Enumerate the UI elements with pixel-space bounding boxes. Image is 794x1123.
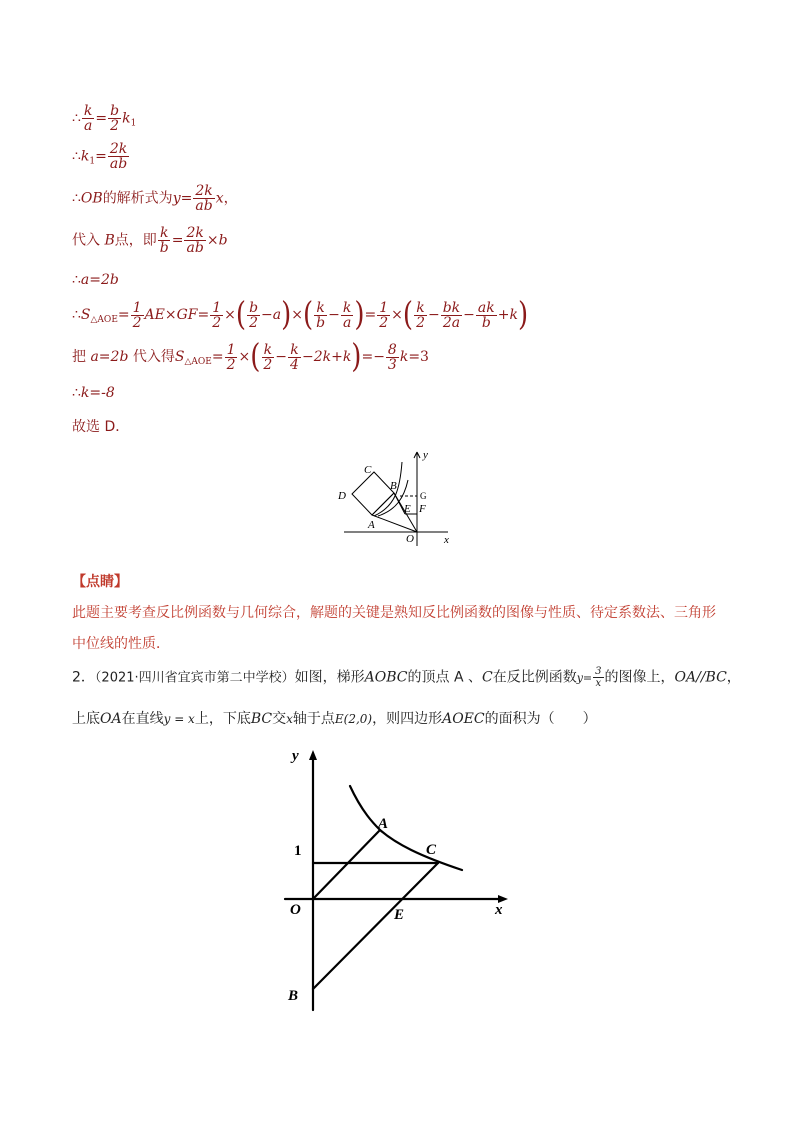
notes-tag: 【点睛】 (72, 574, 128, 590)
fig1-label-y: y (423, 449, 428, 461)
problem-2-line-1: 2．（2021·四川省宜宾市第二中学校）如图，梯形AOBC的顶点 A 、C在反比例函数y= $\frac{3}{x}$ 的图像上，OA//BC， (72, 666, 741, 689)
notes-line-2: 中位线的性质． (72, 636, 170, 652)
fig1-label-O: O (406, 533, 414, 545)
fig1-label-C: C (364, 464, 372, 476)
fig2-label-1: 1 (294, 843, 302, 859)
fig1-label-x: x (444, 534, 449, 546)
solution-line-3: ∴OB的解析式为y= $\frac{2k}{ab}$ x， (72, 183, 238, 214)
fig2-hyperbola (350, 786, 462, 870)
fig2-OA (313, 830, 380, 899)
figure-2-diagram (280, 742, 520, 1014)
fig1-square (352, 472, 394, 515)
solution-line-5: ∴a=2b (72, 272, 119, 288)
fig1-label-D: D (338, 490, 346, 502)
fig1-label-E: E (404, 503, 411, 515)
solution-line-4: 代入 B点，即 $\frac{k}{b}$ = $\frac{2k}{ab}$ ×b (72, 225, 228, 256)
notes-line-1: 此题主要考查反比例函数与几何综合，解题的关键是熟知反比例函数的图像与性质、待定系数法、三角形 (72, 605, 716, 621)
solution-line-6: $\therefore S_{\triangle AOE}=$ $\frac{1}{2}$ AE×GF= $\frac{1}{2}$ ×( $\frac{b}{2}$ −a)×( $\frac{k}{b}$ − $\frac{k}{a}$ )= $\frac{1}{2}$ ×( $\frac{k}{2}$ − $\frac{bk}{2a}$ − $\frac{ak}{b}$ +k) (72, 296, 529, 334)
fig2-label-x: x (495, 902, 503, 918)
fig1-label-A: A (368, 519, 375, 531)
fig2-label-y: y (292, 748, 299, 764)
fig2-label-E: E (394, 907, 405, 923)
solution-line-8: ∴k=-8 (72, 385, 115, 401)
fig1-label-F: F (419, 503, 426, 515)
fig1-label-G: G (420, 491, 427, 501)
fig1-curve (374, 462, 402, 516)
solution-line-2: $\therefore k_1=$ $\frac{2k}{ab}$ (72, 141, 128, 172)
fig2-BC (313, 863, 438, 989)
solution-conclusion: 故选 D． (72, 419, 130, 435)
solution-line-7: 把 a=2b 代入得$S_{\triangle AOE}=$ $\frac{1}{2}$ ×( $\frac{k}{2}$ − $\frac{k}{4}$ −2k+k)=− $\frac{8}{3}$ k=3 (72, 338, 429, 376)
solution-line-1: ∴ $\frac{k}{a}$ = $\frac{b}{2}$ $k_1$ (72, 103, 137, 134)
fig2-label-B: B (288, 988, 299, 1004)
fig2-label-C: C (426, 842, 437, 858)
fig2-label-A: A (378, 816, 389, 832)
fig1-OA (372, 515, 417, 532)
fig2-label-O: O (290, 902, 301, 918)
figure-1-diagram (334, 448, 460, 548)
problem-2-line-2: 上底OA在直线y = x上，下底BC交x轴于点E(2,0)，则四边形AOEC的面积为（ ） (72, 711, 597, 727)
fig1-label-B: B (390, 480, 397, 492)
